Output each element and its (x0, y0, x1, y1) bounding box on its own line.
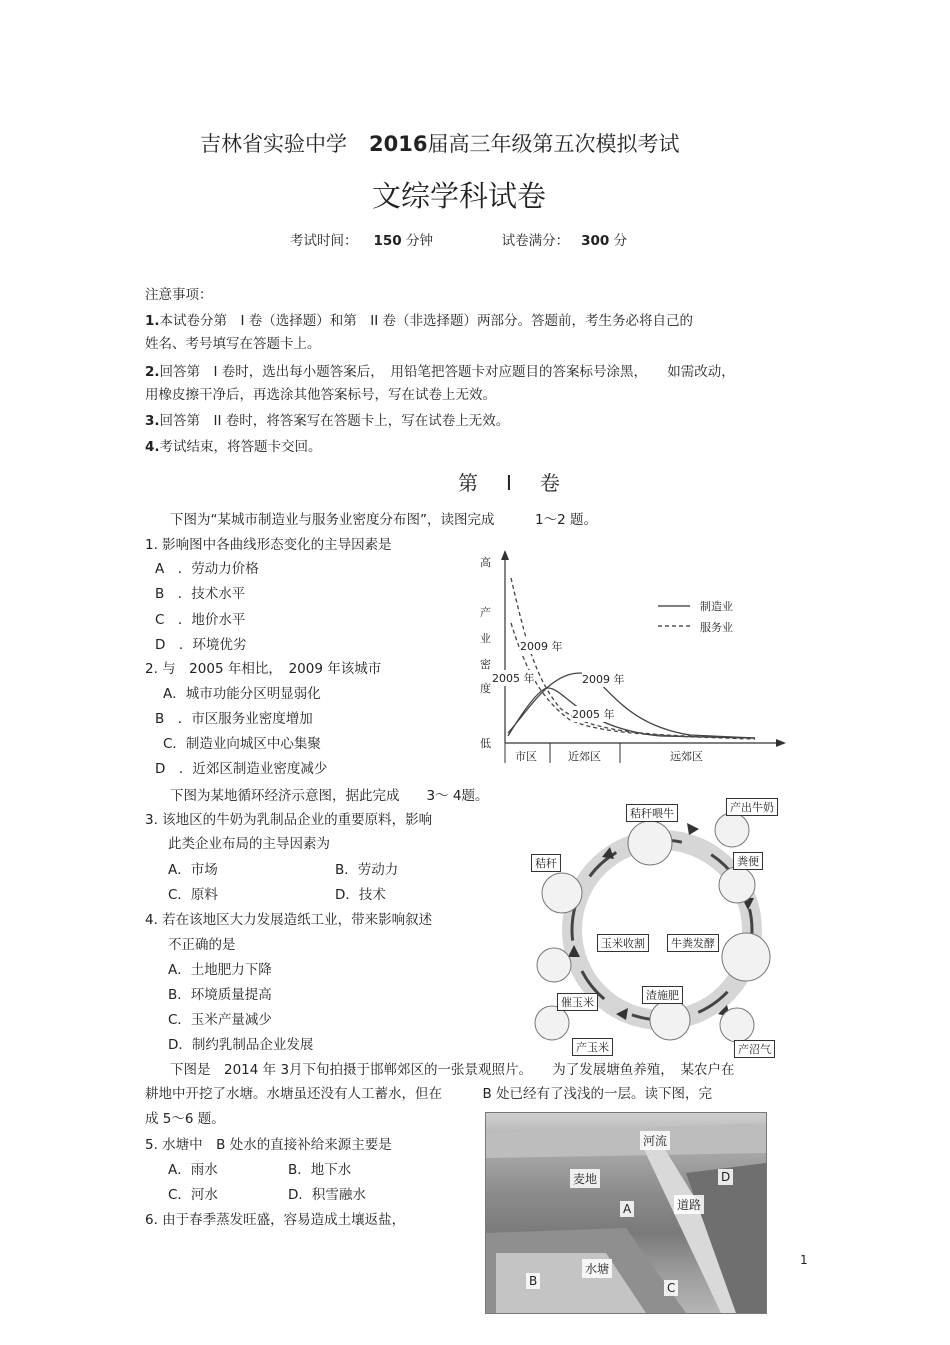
q3-option-d: D．技术 (335, 887, 386, 903)
y-label-high: 高 (480, 556, 491, 569)
cow-icon (628, 821, 672, 865)
landscape-photo (485, 1112, 767, 1314)
q5-stem: 5. 水塘中 B 处水的直接补给来源主要是 (145, 1137, 392, 1153)
q3-stem-line1: 3. 该地区的牛奶为乳制品企业的重要原料，影响 (145, 812, 433, 828)
q4-option-a: A．土地肥力下降 (168, 962, 272, 978)
industry-density-chart (470, 548, 790, 773)
notes-heading: 注意事项： (145, 287, 213, 303)
q3-option-b: B．劳动力 (335, 862, 399, 878)
y-label-char: 产 (480, 606, 491, 619)
exam-title-line1: 吉林省实验中学 2016届高三年级第五次模拟考试 (200, 132, 680, 156)
y-label-char: 业 (480, 632, 491, 645)
manufacturing-2009-curve (508, 673, 755, 738)
straw-icon (542, 873, 582, 913)
cycle-label-dung: 粪便 (733, 852, 763, 870)
biogas-icon (720, 1008, 754, 1042)
q2-option-c: C．制造业向城区中心集聚 (163, 736, 321, 752)
x-axis-arrow (776, 739, 786, 747)
note-2-line1: 2.回答第 I 卷时，选出每小题答案后， 用铅笔把答题卡对应题目的答案标号涂黑， 如需改动， (145, 364, 735, 380)
note-3: 3.回答第 II 卷时，将答案写在答题卡上，写在试卷上无效。 (145, 413, 510, 429)
q5-option-b: B．地下水 (288, 1162, 352, 1178)
q1-stem: 1. 影响图中各曲线形态变化的主导因素是 (145, 537, 392, 553)
photo-label-a: A (620, 1201, 634, 1217)
photo-label-b: B (526, 1273, 540, 1289)
exam-title-line2: 文综学科试卷 (372, 179, 547, 213)
q6-stem: 6. 由于春季蒸发旺盛，容易造成土壤返盐， (145, 1212, 406, 1228)
circular-economy-svg (522, 795, 800, 1057)
note-2-line2: 用橡皮擦干净后，再选涂其他答案标号，写在试卷上无效。 (145, 387, 496, 403)
section-title: 第 I 卷 (458, 471, 564, 495)
q5-option-c: C．河水 (168, 1187, 218, 1203)
y-label-char: 度 (480, 682, 491, 695)
photo-label-pond: 水塘 (582, 1259, 612, 1278)
intro-q5-6-line1: 下图是 2014 年 3月下旬拍摄于邯郸郊区的一张景观照片。 为了发展塘鱼养殖， 某农户在 (170, 1062, 735, 1078)
corn-icon (535, 1006, 569, 1040)
photo-label-c: C (664, 1280, 678, 1296)
note-1-line2: 姓名、考号填写在答题卡上。 (145, 336, 321, 352)
note-1-line1: 1.本试卷分第 I 卷（选择题）和第 II 卷（非选择题）两部分。答题前，考生务必将自己的 (145, 313, 694, 329)
curve-label-manufacturing-2005: 2005 年 (572, 708, 615, 721)
cycle-label-fermentation: 牛粪发酵 (667, 934, 719, 952)
note-4: 4.考试结束，将答题卡交回。 (145, 439, 322, 455)
q4-stem-line2: 不正确的是 (168, 937, 236, 953)
cycle-label-biogas: 产沼气 (734, 1040, 775, 1058)
cycle-label-feed: 秸秆喂牛 (626, 804, 678, 822)
milk-icon (715, 813, 749, 847)
sky-haze (486, 1123, 766, 1158)
curve-label-service-2009: 2009 年 (520, 640, 563, 653)
legend-service: 服务业 (700, 621, 733, 634)
x-label-near-suburb: 近郊区 (568, 750, 601, 763)
exam-meta: 考试时间： 150 分钟 试卷满分： 300 分 (290, 233, 628, 249)
corn-plant-icon (537, 948, 571, 982)
photo-label-river: 河流 (640, 1131, 670, 1150)
q1-option-a: A ．劳动力价格 (155, 561, 259, 577)
q4-option-d: D．制约乳制品企业发展 (168, 1037, 314, 1053)
cycle-label-milk: 产出牛奶 (726, 798, 778, 816)
intro-q1-2: 下图为“某城市制造业与服务业密度分布图”，读图完成 1～2 题。 (170, 512, 597, 528)
intro-q5-6-line3: 成 5～6 题。 (145, 1111, 225, 1127)
fertilizer-icon (650, 1000, 690, 1040)
circular-economy-diagram (522, 795, 800, 1057)
photo-label-road: 道路 (674, 1195, 704, 1214)
photo-label-d: D (718, 1169, 733, 1185)
curve-label-manufacturing-2009: 2009 年 (582, 673, 625, 686)
intro-q5-6-line2: 耕地中开挖了水塘。水塘虽还没有人工蓄水，但在 B 处已经有了浅浅的一层。读下图，完 (145, 1086, 713, 1102)
fermentation-icon (722, 933, 770, 981)
q1-option-c: C ．地价水平 (155, 612, 246, 628)
q4-stem-line1: 4. 若在该地区大力发展造纸工业，带来影响叙述 (145, 912, 433, 928)
cycle-label-harvest: 玉米收割 (597, 934, 649, 952)
q4-option-c: C．玉米产量减少 (168, 1012, 272, 1028)
q2-option-b: B ．市区服务业密度增加 (155, 711, 313, 727)
q5-option-a: A．雨水 (168, 1162, 218, 1178)
industry-density-chart-svg (470, 548, 790, 773)
q2-option-d: D ．近郊区制造业密度减少 (155, 761, 328, 777)
arrow-head (687, 823, 699, 835)
q3-option-c: C．原料 (168, 887, 218, 903)
q5-option-d: D．积雪融水 (288, 1187, 366, 1203)
y-axis-arrow (501, 550, 509, 560)
cycle-label-fertilizer: 渣施肥 (642, 986, 683, 1004)
dung-icon (719, 867, 755, 903)
q1-option-d: D ．环境优劣 (155, 637, 247, 653)
page-number: 1 (800, 1253, 808, 1267)
x-label-far-suburb: 远郊区 (670, 750, 703, 763)
q2-stem: 2. 与 2005 年相比， 2009 年该城市 (145, 661, 382, 677)
y-label-char: 密 (480, 658, 491, 671)
legend-manufacturing: 制造业 (700, 600, 733, 613)
x-label-urban: 市区 (515, 750, 537, 763)
q3-option-a: A．市场 (168, 862, 218, 878)
q3-stem-line2: 此类企业布局的主导因素为 (168, 836, 330, 852)
y-label-low: 低 (480, 737, 491, 750)
q4-option-b: B．环境质量提高 (168, 987, 272, 1003)
cycle-label-straw: 秸秆 (531, 854, 561, 872)
intro-q3-4: 下图为某地循环经济示意图，据此完成 3～ 4题。 (170, 788, 489, 804)
cycle-label-corn-ripen: 催玉米 (557, 993, 598, 1011)
q1-option-b: B ．技术水平 (155, 586, 246, 602)
cycle-label-corn-output: 产玉米 (572, 1038, 613, 1056)
curve-label-service-2005: 2005 年 (492, 672, 535, 685)
photo-label-wheat: 麦地 (570, 1169, 600, 1188)
q2-option-a: A．城市功能分区明显弱化 (163, 686, 321, 702)
